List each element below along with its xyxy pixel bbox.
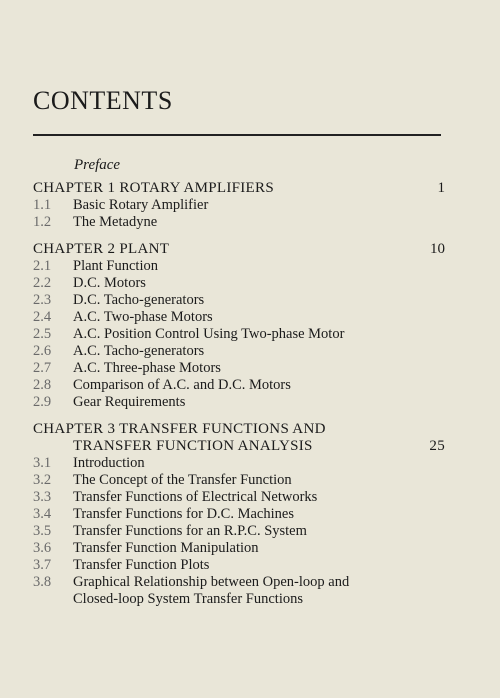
section-number: 3.3 [33,489,52,505]
section-number: 1.1 [33,197,52,213]
section-entry [33,489,445,506]
page-title: CONTENTS [33,86,173,115]
chapter-heading [33,421,445,438]
section-entry [33,292,445,309]
section-number: 2.1 [33,258,52,274]
chapter-label: CHAPTER 3 TRANSFER FUNCTIONS AND [33,421,326,437]
section-number: 2.2 [33,275,52,291]
section-entry [33,394,445,411]
section-entry [33,214,445,231]
chapter-block [33,180,445,231]
section-entry [33,377,445,394]
section-entry [33,326,445,343]
section-number: 2.8 [33,377,52,393]
section-number: 2.7 [33,360,52,376]
section-title: D.C. Tacho-generators [73,292,205,308]
section-title: The Concept of the Transfer Function [73,472,292,488]
section-entry [33,557,445,574]
section-number: 1.2 [33,214,52,230]
chapter-heading [33,180,445,197]
section-number: 3.1 [33,455,52,471]
section-entry [33,275,445,292]
section-number: 3.8 [33,574,52,590]
section-entry [33,360,445,377]
section-title: Introduction [73,455,145,471]
section-title: Transfer Functions of Electrical Networks [73,489,318,505]
section-title: D.C. Motors [73,275,146,291]
section-entry [33,197,445,214]
section-entry [33,523,445,540]
section-title: Transfer Functions for an R.P.C. System [73,523,307,539]
chapter-page-number: 10 [430,241,445,257]
section-entry [33,506,445,523]
section-entry [33,343,445,360]
section-entry [33,574,445,591]
section-entry [33,455,445,472]
section-title: Transfer Function Manipulation [73,540,259,556]
chapter-page-number: 25 [429,438,445,454]
section-entry [33,309,445,326]
section-title: Basic Rotary Amplifier [73,197,209,213]
section-title: Plant Function [73,258,158,274]
section-number: 3.6 [33,540,52,556]
section-number: 3.5 [33,523,52,539]
section-number: 2.4 [33,309,52,325]
section-title: Transfer Functions for D.C. Machines [73,506,294,522]
chapter-label: CHAPTER 2 PLANT [33,241,170,257]
section-title: Transfer Function Plots [73,557,210,573]
section-number: 2.9 [33,394,52,410]
chapter-block [33,241,445,411]
chapter-heading [33,241,445,258]
section-title: Comparison of A.C. and D.C. Motors [73,377,291,393]
section-title: A.C. Tacho-generators [73,343,205,359]
title-rule [33,134,441,136]
section-title: Gear Requirements [73,394,186,410]
section-number: 3.7 [33,557,52,573]
preface-entry: Preface [74,157,121,173]
chapter-label: CHAPTER 1 ROTARY AMPLIFIERS [33,180,274,196]
section-entry [33,472,445,489]
chapter-page-number: 1 [437,180,445,196]
section-title: Graphical Relationship between Open-loop and [73,574,350,590]
chapter-heading-continued [33,438,445,455]
section-entry [33,540,445,557]
section-number: 2.5 [33,326,52,342]
section-title-continued: Closed-loop System Transfer Functions [73,591,303,607]
section-number: 2.3 [33,292,52,308]
section-number: 3.2 [33,472,52,488]
chapter-label-continued: TRANSFER FUNCTION ANALYSIS [73,438,313,454]
section-number: 2.6 [33,343,52,359]
section-title: A.C. Position Control Using Two-phase Motor [73,326,345,342]
section-number: 3.4 [33,506,52,522]
section-title: A.C. Two-phase Motors [73,309,213,325]
section-title: The Metadyne [73,214,158,230]
section-entry [33,258,445,275]
table-of-contents [33,180,445,608]
section-title: A.C. Three-phase Motors [73,360,221,376]
chapter-block [33,421,445,608]
